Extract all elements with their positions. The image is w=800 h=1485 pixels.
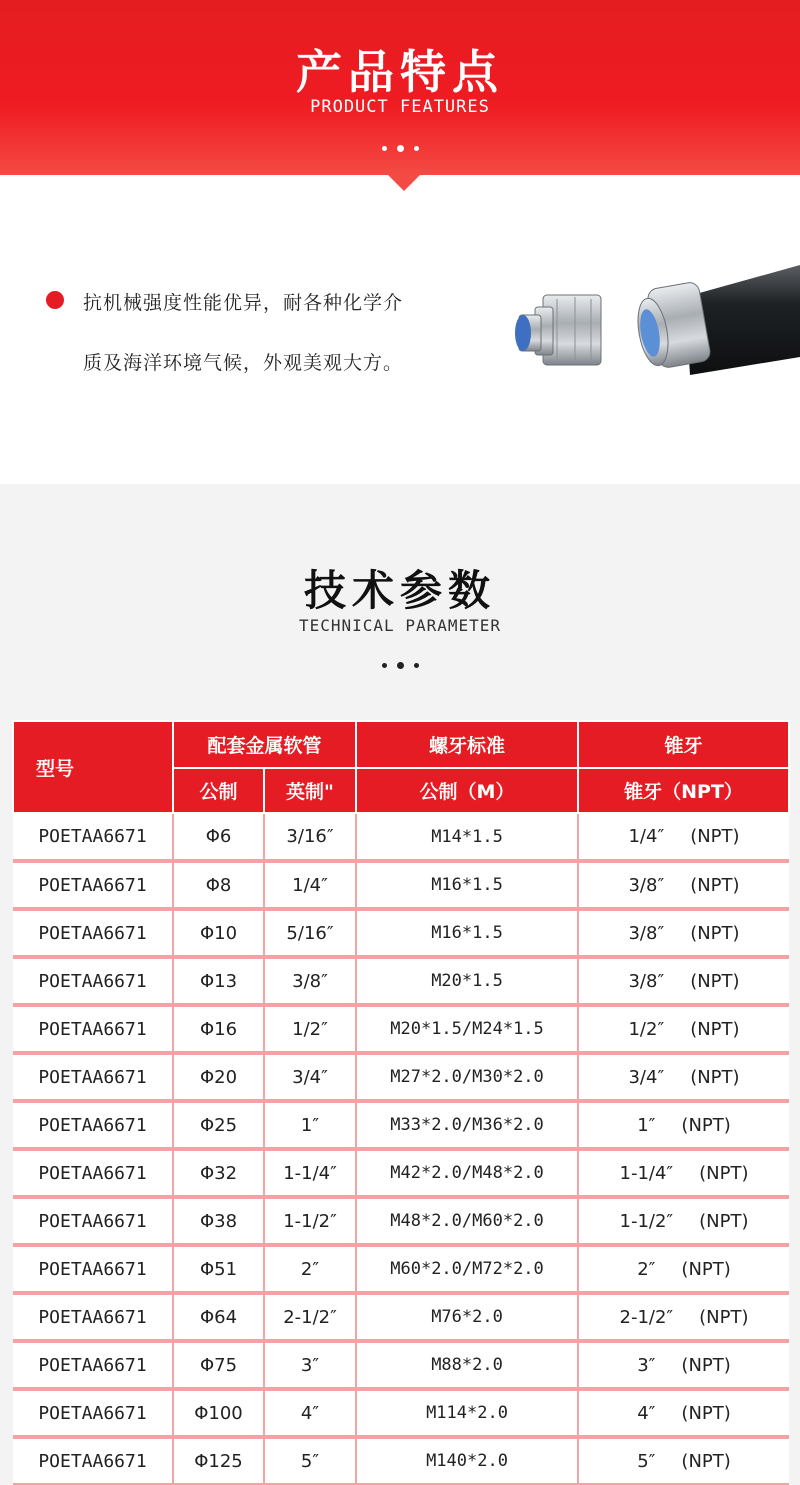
taper-npt: (NPT): [699, 1210, 749, 1232]
cell-model: POETAA6671: [13, 1389, 173, 1437]
cell-thread: M114*2.0: [356, 1389, 578, 1437]
taper-npt: (NPT): [690, 1066, 740, 1088]
cell-metric: Φ25: [173, 1101, 264, 1149]
taper-size: 1/2″: [628, 1018, 665, 1040]
cell-metric: Φ13: [173, 957, 264, 1005]
spec-table: [12, 720, 790, 1485]
cell-taper: [578, 1389, 789, 1437]
table-row: [13, 1389, 789, 1437]
dot-icon: [414, 663, 419, 668]
table-row: [13, 1341, 789, 1389]
cell-taper: [578, 1341, 789, 1389]
cell-thread: M88*2.0: [356, 1341, 578, 1389]
dot-icon: [397, 145, 404, 152]
cell-taper: [578, 1053, 789, 1101]
hero-title: 产品特点: [296, 45, 504, 99]
taper-size: 2-1/2″: [619, 1306, 674, 1328]
cell-imperial: 1/2″: [264, 1005, 356, 1053]
hero-banner: [0, 0, 800, 175]
cell-model: POETAA6671: [13, 1437, 173, 1485]
cell-thread: M27*2.0/M30*2.0: [356, 1053, 578, 1101]
cell-thread: M42*2.0/M48*2.0: [356, 1149, 578, 1197]
feature-text-line-2: 质及海洋环境气候，外观美观大方。: [83, 352, 404, 374]
taper-size: 1/4″: [628, 826, 665, 847]
feature-section: [0, 175, 800, 484]
cell-imperial: 5/16″: [264, 909, 356, 957]
cell-model: POETAA6671: [13, 1245, 173, 1293]
dot-icon: [382, 663, 387, 668]
header-imperial: 英制": [264, 768, 356, 813]
cell-metric: Φ64: [173, 1293, 264, 1341]
table-row: [13, 909, 789, 957]
cell-thread: M76*2.0: [356, 1293, 578, 1341]
cell-taper: [578, 1005, 789, 1053]
cell-metric: Φ75: [173, 1341, 264, 1389]
header-thread-metric: 公制（M）: [356, 768, 578, 813]
hero-subtitle: PRODUCT FEATURES: [310, 97, 490, 117]
table-row: [13, 1149, 789, 1197]
cell-thread: M16*1.5: [356, 861, 578, 909]
cell-model: POETAA6671: [13, 1341, 173, 1389]
spec-table-body: [13, 813, 789, 1485]
cell-taper: [578, 1293, 789, 1341]
taper-npt: (NPT): [681, 1450, 731, 1472]
cell-taper: [578, 957, 789, 1005]
cell-thread: M140*2.0: [356, 1437, 578, 1485]
taper-npt: (NPT): [699, 1306, 749, 1328]
table-row: [13, 1101, 789, 1149]
tech-title: 技术参数: [303, 566, 496, 615]
table-row: [13, 1245, 789, 1293]
taper-size: 3/4″: [628, 1066, 665, 1088]
taper-npt: (NPT): [690, 874, 740, 896]
taper-size: 3/8″: [628, 922, 665, 944]
cell-metric: Φ10: [173, 909, 264, 957]
cell-thread: M48*2.0/M60*2.0: [356, 1197, 578, 1245]
cell-imperial: 4″: [264, 1389, 356, 1437]
header-hose: 配套金属软管: [173, 721, 356, 768]
cell-model: POETAA6671: [13, 1101, 173, 1149]
cell-metric: Φ125: [173, 1437, 264, 1485]
tech-dots-divider: [0, 662, 800, 669]
cell-taper: [578, 1245, 789, 1293]
table-row: [13, 957, 789, 1005]
taper-size: 1″: [637, 1114, 656, 1136]
cell-metric: Φ8: [173, 861, 264, 909]
header-taper: 锥牙: [578, 721, 789, 768]
table-row: [13, 1437, 789, 1485]
cell-imperial: 5″: [264, 1437, 356, 1485]
taper-size: 5″: [637, 1450, 656, 1472]
cell-metric: Φ20: [173, 1053, 264, 1101]
cell-thread: M16*1.5: [356, 909, 578, 957]
cell-metric: Φ32: [173, 1149, 264, 1197]
cell-thread: M20*1.5/M24*1.5: [356, 1005, 578, 1053]
bullet-icon: [46, 291, 64, 309]
cell-model: POETAA6671: [13, 861, 173, 909]
cell-imperial: 1″: [264, 1101, 356, 1149]
cell-model: POETAA6671: [13, 1053, 173, 1101]
cell-thread: M60*2.0/M72*2.0: [356, 1245, 578, 1293]
cell-taper: [578, 813, 789, 861]
header-model: 型号: [13, 721, 173, 813]
table-row: [13, 861, 789, 909]
taper-size: 3/8″: [628, 970, 665, 992]
taper-npt: (NPT): [690, 922, 740, 944]
cell-metric: Φ6: [173, 813, 264, 861]
taper-npt: (NPT): [690, 970, 740, 992]
dot-icon: [382, 146, 387, 151]
spec-table-header: [13, 721, 789, 813]
table-row: [13, 1053, 789, 1101]
cell-taper: [578, 909, 789, 957]
cell-taper: [578, 1437, 789, 1485]
cell-model: POETAA6671: [13, 1005, 173, 1053]
header-thread: 螺牙标准: [356, 721, 578, 768]
tech-subtitle: TECHNICAL PARAMETER: [298, 616, 502, 635]
cell-metric: Φ38: [173, 1197, 264, 1245]
cell-imperial: 3/16″: [264, 813, 356, 861]
cell-imperial: 3/4″: [264, 1053, 356, 1101]
taper-size: 3″: [637, 1354, 656, 1376]
cell-taper: [578, 1149, 789, 1197]
cell-model: POETAA6671: [13, 1149, 173, 1197]
cell-metric: Φ16: [173, 1005, 264, 1053]
cell-taper: [578, 1197, 789, 1245]
cell-imperial: 3″: [264, 1341, 356, 1389]
taper-npt: (NPT): [690, 1018, 740, 1040]
taper-size: 3/8″: [628, 874, 665, 896]
cell-thread: M33*2.0/M36*2.0: [356, 1101, 578, 1149]
cell-taper: [578, 861, 789, 909]
taper-size: 2″: [637, 1258, 656, 1280]
dot-icon: [397, 662, 404, 669]
cell-imperial: 2-1/2″: [264, 1293, 356, 1341]
hero-dots-divider: [0, 145, 800, 152]
cell-imperial: 1-1/4″: [264, 1149, 356, 1197]
taper-size: 4″: [637, 1402, 656, 1424]
banner-pointer-icon: [388, 175, 420, 191]
taper-npt: (NPT): [681, 1402, 731, 1424]
cell-model: POETAA6671: [13, 813, 173, 861]
taper-npt: (NPT): [681, 1114, 731, 1136]
cell-imperial: 2″: [264, 1245, 356, 1293]
taper-npt: (NPT): [681, 1258, 731, 1280]
cell-metric: Φ51: [173, 1245, 264, 1293]
cell-model: POETAA6671: [13, 957, 173, 1005]
cell-model: POETAA6671: [13, 1293, 173, 1341]
cell-thread: M14*1.5: [356, 813, 578, 861]
cell-thread: M20*1.5: [356, 957, 578, 1005]
taper-npt: (NPT): [690, 826, 740, 847]
table-row: [13, 1197, 789, 1245]
table-row: [13, 813, 789, 861]
cell-model: POETAA6671: [13, 909, 173, 957]
cell-imperial: 3/8″: [264, 957, 356, 1005]
table-row: [13, 1005, 789, 1053]
cell-model: POETAA6671: [13, 1197, 173, 1245]
feature-text-line-1: 抗机械强度性能优异，耐各种化学介: [83, 292, 404, 314]
header-metric: 公制: [173, 768, 264, 813]
taper-npt: (NPT): [699, 1162, 749, 1184]
taper-npt: (NPT): [681, 1354, 731, 1376]
dot-icon: [414, 146, 419, 151]
taper-size: 1-1/4″: [619, 1162, 674, 1184]
cell-imperial: 1-1/2″: [264, 1197, 356, 1245]
product-image-connector: [505, 257, 800, 417]
cell-imperial: 1/4″: [264, 861, 356, 909]
header-taper-npt: 锥牙（NPT）: [578, 768, 789, 813]
taper-size: 1-1/2″: [619, 1210, 674, 1232]
cell-taper: [578, 1101, 789, 1149]
cell-metric: Φ100: [173, 1389, 264, 1437]
table-row: [13, 1293, 789, 1341]
